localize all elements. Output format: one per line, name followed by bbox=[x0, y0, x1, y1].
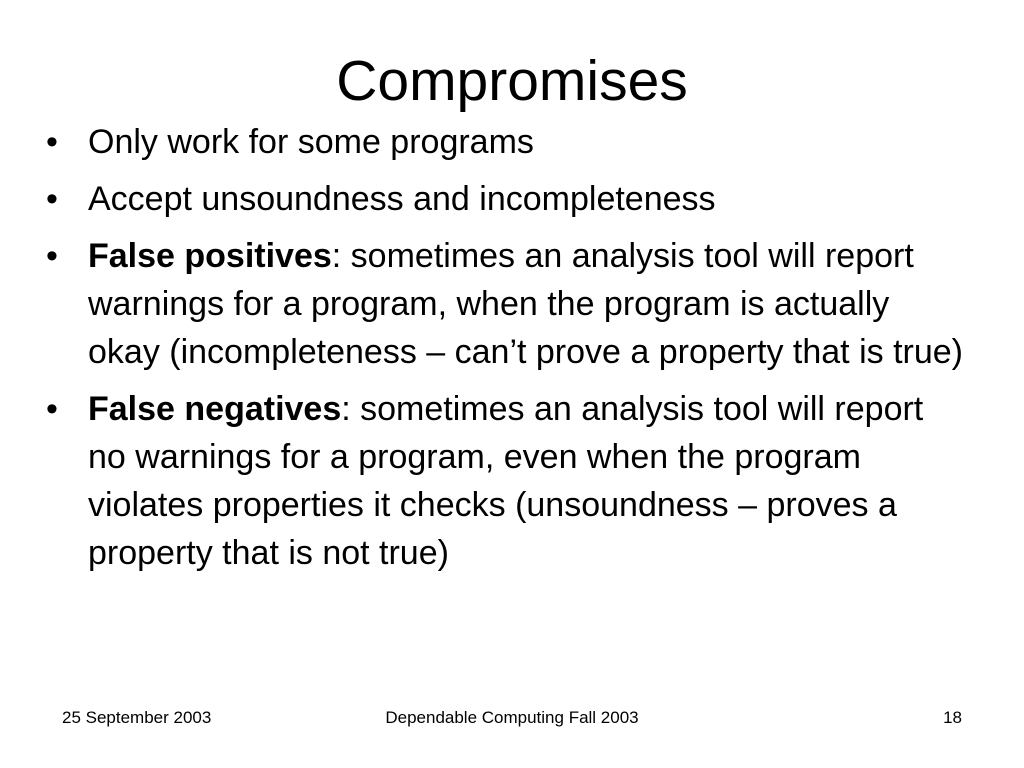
bullet-item bbox=[40, 175, 970, 223]
bullet-item bbox=[40, 232, 970, 376]
bullet-text bbox=[88, 237, 963, 371]
bullet-definition: : sometimes an analysis tool will report warnings for a program, when the program is actually okay (incompleteness – can’t prove a property that is true) bbox=[88, 237, 963, 371]
bullet-definition: : sometimes an analysis tool will report no warnings for a program, even when the program violates properties it checks (unsoundness – proves a property that is not true) bbox=[88, 390, 924, 572]
bullet-text: Only work for some programs bbox=[88, 123, 534, 161]
footer-date: 25 September 2003 bbox=[62, 708, 212, 727]
bullet-item bbox=[40, 118, 970, 166]
bullet-marker: • bbox=[46, 237, 58, 275]
slide-title: Compromises bbox=[336, 49, 688, 113]
footer-course: Dependable Computing Fall 2003 bbox=[385, 708, 639, 727]
bullet-marker: • bbox=[46, 123, 58, 161]
bullet-term: False positives bbox=[88, 237, 332, 275]
bullet-marker: • bbox=[46, 180, 58, 218]
bullet-list bbox=[40, 118, 970, 586]
bullet-text bbox=[88, 390, 923, 572]
footer-page-number: 18 bbox=[943, 708, 962, 727]
bullet-term: False negatives bbox=[88, 390, 342, 428]
bullet-text: Accept unsoundness and incompleteness bbox=[88, 180, 716, 218]
bullet-marker: • bbox=[46, 390, 58, 428]
bullet-item bbox=[40, 385, 970, 577]
